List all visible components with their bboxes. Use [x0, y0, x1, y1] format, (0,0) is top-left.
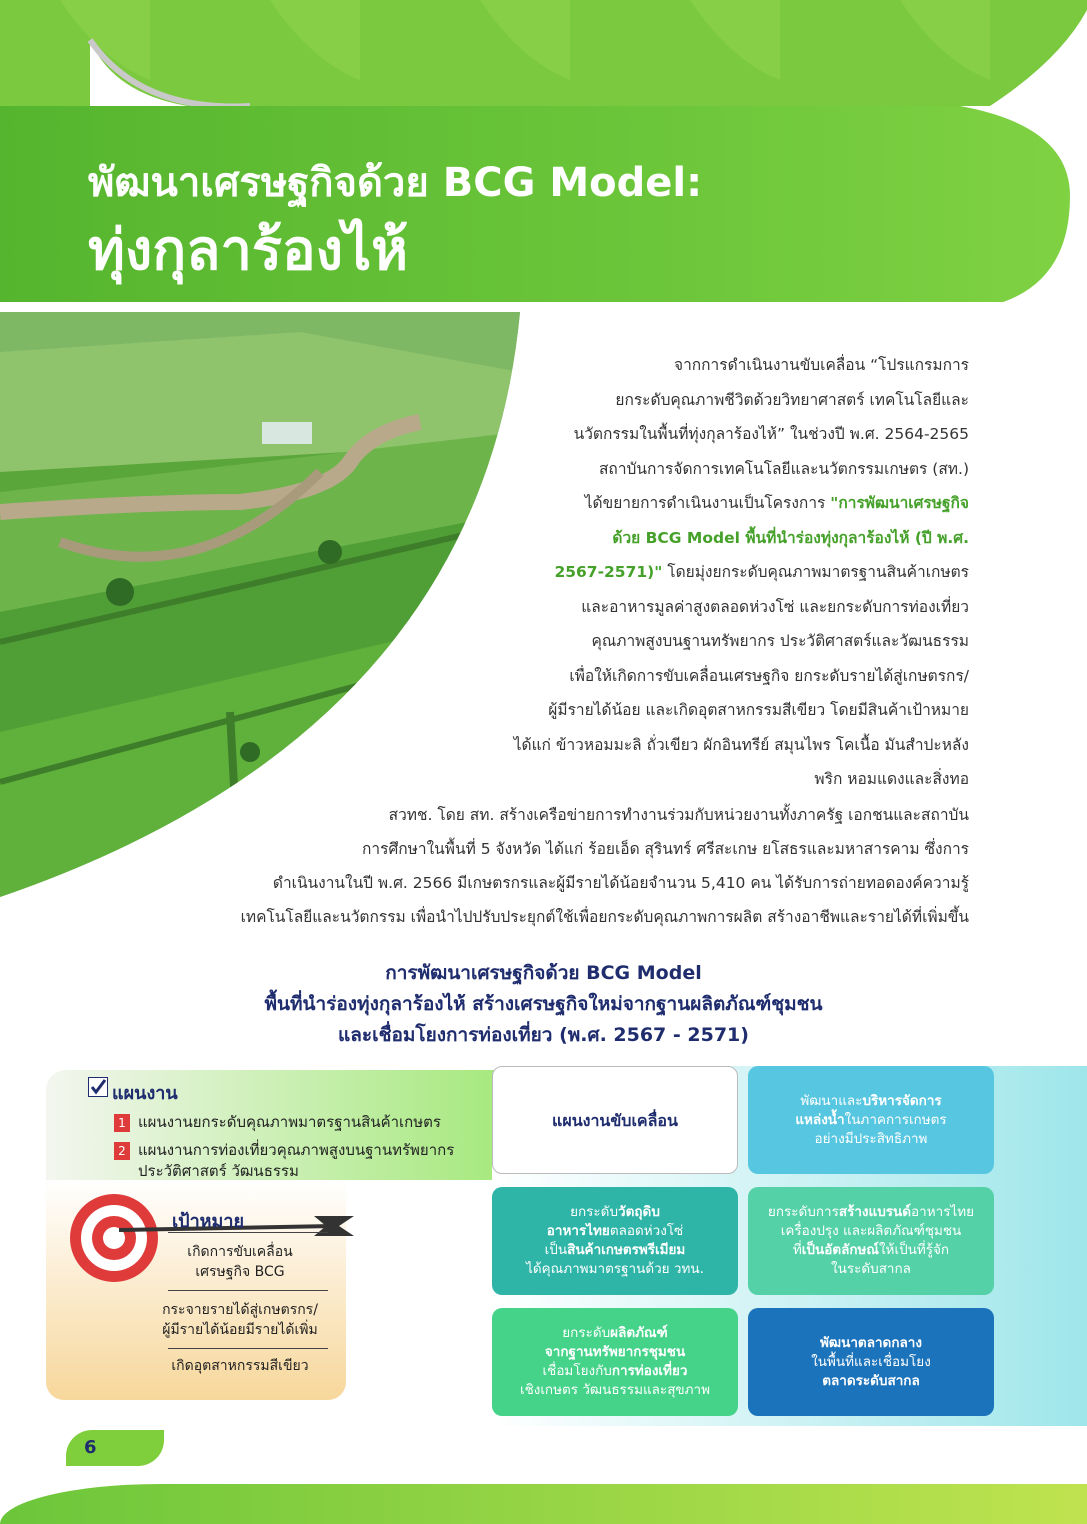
intro-paragraph: [409, 348, 969, 797]
drive-plan-label: แผนงานขับเคลื่อน: [552, 1110, 678, 1130]
box-text: ได้คุณภาพมาตรฐานด้วย วทน.: [526, 1261, 704, 1277]
plan-item-text: แผนงานการท่องเที่ยวคุณภาพสูงบนฐานทรัพยากร: [138, 1141, 455, 1159]
box-text: [562, 1324, 668, 1343]
intro-line: ผู้มีรายได้น้อย และเกิดอุตสาหกรรมสีเขียว โดยมีสินค้าเป้าหมาย: [548, 701, 969, 719]
intro-line: พริก หอมแดงและสิ่งทอ: [814, 770, 969, 788]
box-text: [800, 1092, 941, 1111]
box-text: ยกระดับ: [562, 1325, 611, 1341]
box-text-bold: พัฒนาตลาดกลาง: [820, 1334, 922, 1351]
intro-line: ยกระดับคุณภาพชีวิตด้วยวิทยาศาสตร์ เทคโนโลยีและ: [615, 390, 969, 409]
plan-item-text: แผนงานยกระดับคุณภาพมาตรฐานสินค้าเกษตร: [138, 1113, 441, 1131]
box-text: อย่างมีประสิทธิภาพ: [814, 1130, 928, 1147]
intro-line: จากการดำเนินงานขับเคลื่อน “โปรแกรมการ: [674, 356, 969, 374]
bottom-decoration: [0, 1484, 1087, 1524]
project-name-highlight: ด้วย BCG Model พื้นที่นำร่องทุ่งกุลาร้องไห้ (ปี พ.ศ.: [612, 528, 969, 547]
page-title-line2: ทุ่งกุลาร้องไห้: [88, 218, 409, 283]
section-heading-line: การพัฒนาเศรษฐกิจด้วย BCG Model: [385, 962, 702, 984]
goal-item-2-line1: กระจายรายได้สู่เกษตรกร/: [162, 1302, 318, 1318]
page-title-line1: พัฒนาเศรษฐกิจด้วย BCG Model:: [88, 160, 703, 206]
plan-item: [114, 1110, 441, 1134]
network-line: สวทช. โดย สท. สร้างเครือข่ายการทำงานร่วมกับหน่วยงานทั้งภาครัฐ เอกชนและสถาบัน: [388, 806, 969, 824]
banner-curve: [960, 106, 1087, 306]
intro-line: คุณภาพสูงบนฐานทรัพยากร ประวัติศาสตร์และวัฒนธรรม: [591, 632, 969, 650]
box-text: ในภาคการเกษตร: [844, 1111, 947, 1128]
box-text: [820, 1334, 922, 1353]
intro-line: ได้แก่ ข้าวหอมมะลิ ถั่วเขียว ผักอินทรีย์ สมุนไพร โคเนื้อ มันสำปะหลัง: [513, 735, 969, 754]
goal-title: เป้าหมาย: [172, 1211, 245, 1232]
intro-line: สถาบันการจัดการเทคโนโลยีและนวัตกรรมเกษตร (สท.): [598, 459, 969, 478]
box-text: เครื่องปรุง และผลิตภัณฑ์ชุมชน: [780, 1223, 962, 1239]
network-paragraph: [69, 798, 969, 934]
intro-line: เพื่อให้เกิดการขับเคลื่อนเศรษฐกิจ ยกระดับรายได้สู่เกษตรกร/: [569, 666, 969, 685]
intro-line: [409, 555, 969, 590]
box-text: [543, 1362, 688, 1381]
drive-plan-box: [492, 1066, 738, 1174]
box-text-bold: อาหารไทย: [546, 1223, 610, 1239]
network-line: ดำเนินงานในปี พ.ศ. 2566 มีเกษตรกรและผู้มีรายได้น้อยจำนวน 5,410 คน ได้รับการถ่ายทอดองค์ความรู้: [272, 874, 969, 892]
section-heading-line: และเชื่อมโยงการท่องเที่ยว (พ.ศ. 2567 - 2571): [338, 1024, 749, 1046]
box-text: [768, 1203, 974, 1222]
water-management-box: [748, 1066, 994, 1174]
market-box: [748, 1308, 994, 1416]
top-decoration: [0, 0, 1087, 110]
box-text: เป็น: [544, 1242, 568, 1258]
box-text: [545, 1343, 685, 1362]
box-text: [822, 1372, 920, 1391]
box-text: [570, 1203, 660, 1222]
box-text: พัฒนาและ: [800, 1092, 863, 1109]
intro-text: โดยมุ่งยกระดับคุณภาพมาตรฐานสินค้าเกษตร: [662, 563, 969, 581]
brand-box: [748, 1187, 994, 1295]
plan-number-badge: 2: [114, 1142, 130, 1160]
goal-item-2-line2: ผู้มีรายได้น้อยมีรายได้เพิ่ม: [162, 1322, 318, 1338]
page-number: 6: [66, 1430, 164, 1466]
plan-title: แผนงาน: [112, 1083, 178, 1104]
checkbox-icon: [88, 1077, 108, 1097]
box-text: เชิงเกษตร วัฒนธรรมและสุขภาพ: [519, 1382, 711, 1398]
box-text-bold: ผลิตภัณฑ์: [610, 1325, 668, 1341]
project-name-highlight: "การพัฒนาเศรษฐกิจ: [830, 494, 969, 512]
box-text: ยกระดับการ: [767, 1204, 839, 1220]
box-text: [545, 1241, 686, 1260]
thai-food-box: [492, 1187, 738, 1295]
box-text-bold: บริหารจัดการ: [862, 1092, 942, 1109]
divider: [168, 1348, 328, 1349]
box-text: ตลอดห่วงโซ่: [609, 1223, 684, 1239]
divider: [168, 1232, 328, 1233]
box-text-bold: เป็นอัตลักษณ์: [801, 1242, 879, 1258]
box-text: [547, 1222, 683, 1241]
box-text-bold: จากฐานทรัพยากรชุมชน: [544, 1344, 686, 1360]
box-text-bold: วัตถุดิบ: [618, 1204, 660, 1220]
network-line: เทคโนโลยีและนวัตกรรม เพื่อนำไปปรับประยุกต์ใช้เพื่อยกระดับคุณภาพการผลิต สร้างอาชีพและรายได้ที่เพิ่มขึ้น: [240, 908, 969, 926]
goal-item-3: เกิดอุตสาหกรรมสีเขียว: [171, 1358, 309, 1374]
box-text: ในพื้นที่และเชื่อมโยง: [811, 1353, 931, 1370]
box-text-bold: ตลาดระดับสากล: [822, 1372, 920, 1389]
box-text: [795, 1111, 946, 1130]
box-text: ที่: [792, 1242, 802, 1258]
intro-text: ได้ขยายการดำเนินงานเป็นโครงการ: [584, 494, 831, 512]
box-text-bold: สินค้าเกษตรพรีเมียม: [567, 1242, 686, 1258]
box-text-bold: การท่องเที่ยว: [611, 1363, 688, 1379]
plan-item-text-cont: ประวัติศาสตร์ วัฒนธรรม: [138, 1162, 299, 1180]
section-heading-line: พื้นที่นำร่องทุ่งกุลาร้องไห้ สร้างเศรษฐกิจใหม่จากฐานผลิตภัณฑ์ชุมชน: [264, 993, 823, 1015]
divider: [168, 1290, 328, 1291]
section-heading: [0, 958, 1087, 1051]
plan-number-badge: 1: [114, 1114, 130, 1132]
box-text: เชื่อมโยงกับ: [542, 1363, 612, 1379]
box-text: ยกระดับ: [570, 1204, 619, 1220]
goal-item-1-line2: เศรษฐกิจ BCG: [195, 1264, 285, 1280]
box-text-bold: สร้างแบรนด์: [838, 1204, 912, 1220]
goal-item-1-line1: เกิดการขับเคลื่อน: [187, 1244, 293, 1260]
intro-line: และอาหารมูลค่าสูงตลอดห่วงโซ่ และยกระดับการท่องเที่ยว: [581, 597, 969, 616]
box-text: [793, 1241, 949, 1260]
box-text: ในระดับสากล: [831, 1261, 911, 1277]
project-name-highlight: 2567-2571)": [554, 563, 663, 581]
box-text: อาหารไทย: [911, 1204, 975, 1220]
network-line: การศึกษาในพื้นที่ 5 จังหวัด ได้แก่ ร้อยเอ็ด สุรินทร์ ศรีสะเกษ ยโสธรและมหาสารคาม ซึ่งการ: [362, 840, 969, 858]
product-box: [492, 1308, 738, 1416]
intro-line: [409, 486, 969, 521]
box-text-bold: แหล่งน้ำ: [795, 1111, 845, 1128]
box-text: ให้เป็นที่รู้จัก: [878, 1242, 950, 1258]
intro-line: นวัตกรรมในพื้นที่ทุ่งกุลาร้องไห้” ในช่วงปี พ.ศ. 2564-2565: [573, 425, 969, 443]
